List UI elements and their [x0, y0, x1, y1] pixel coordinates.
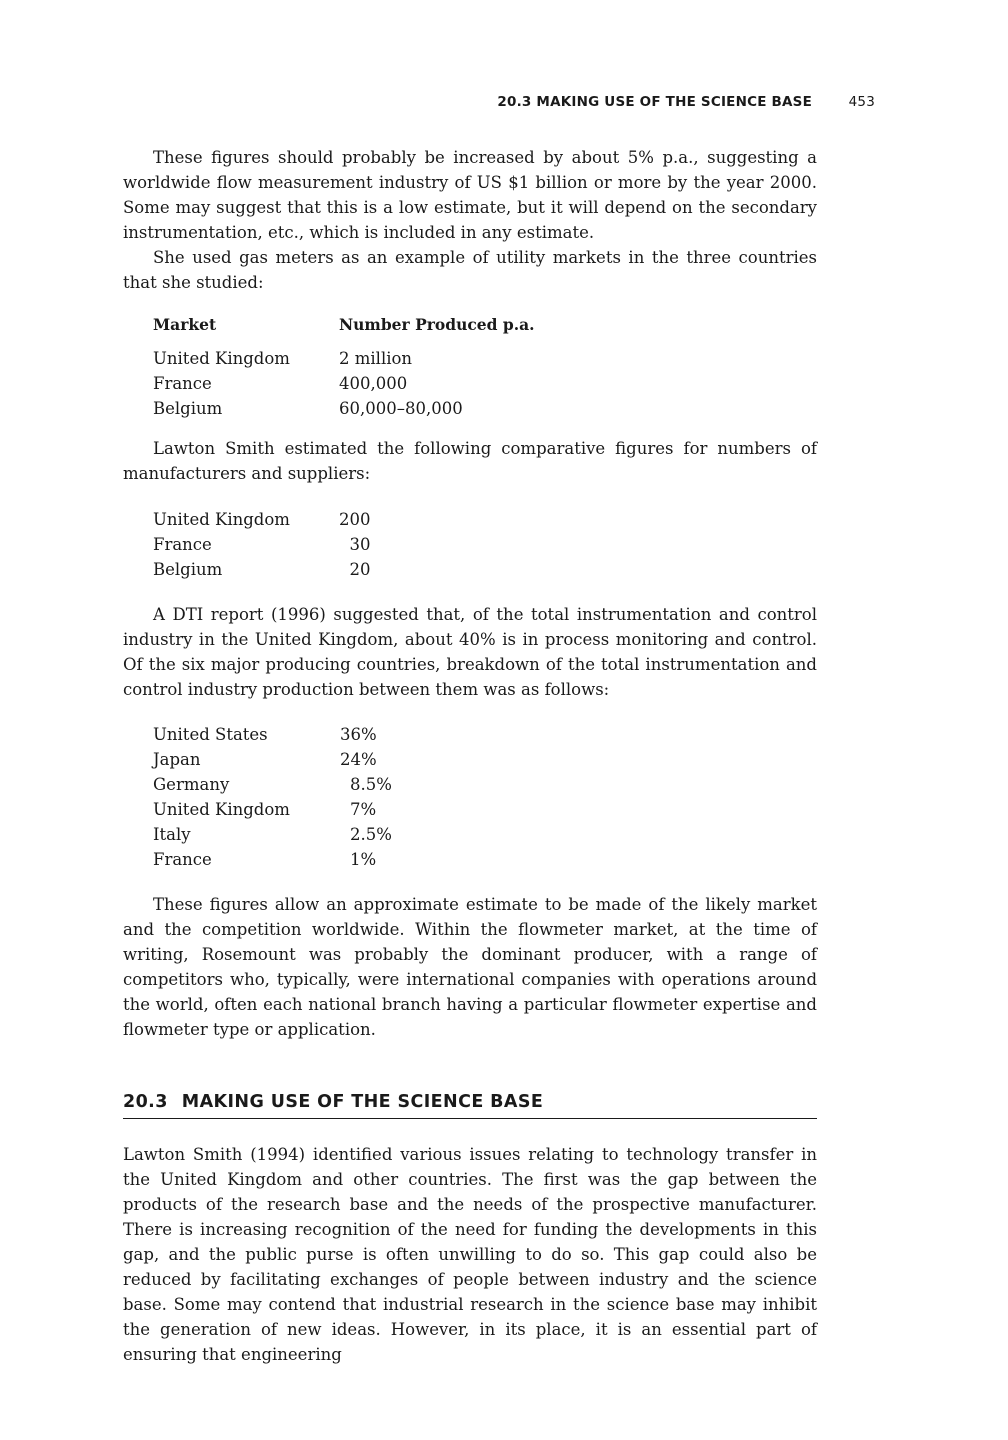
table-cell-value: 36%	[340, 725, 377, 744]
table-row	[153, 797, 392, 822]
table-row	[153, 507, 371, 532]
table-cell-value: 8.5%	[350, 775, 392, 794]
paragraph-5: These figures allow an approximate estimate to be made of the likely market and the competition worldwide. Within the flowmeter market, at the time of writing, Rosemount was probably the dominant producer, with a range of competitors who, typically, were international companies with operations around the world, often each national branch having a particular flowmeter expertise and flowmeter type or application.	[123, 895, 817, 1039]
table-cell-country: France	[153, 535, 212, 554]
paragraph-1: These figures should probably be increased by about 5% p.a., suggesting a worldwide flow measurement industry of US $1 billion or more by the year 2000. Some may suggest that this is a low estimate, but it will depend on the secondary instrumentation, etc., which is included in any estimate.	[123, 148, 817, 242]
table-row	[153, 396, 535, 421]
paragraph-4: A DTI report (1996) suggested that, of the total instrumentation and control industry in the United Kingdom, about 40% is in process monitoring and control. Of the six major producing countries, breakdown of the total instrumentation and control industry production between them was as follows:	[123, 605, 817, 699]
table-row	[153, 371, 535, 396]
table-row	[153, 346, 535, 371]
table-cell-country: United Kingdom	[153, 510, 290, 529]
table-cell-value: 1%	[350, 850, 377, 869]
table-row	[153, 822, 392, 847]
table-cell-country: United Kingdom	[153, 800, 290, 819]
table-cell-country: United States	[153, 725, 268, 744]
table-cell-market: United Kingdom	[153, 349, 290, 368]
table-row	[153, 557, 371, 582]
manufacturers-table	[153, 507, 371, 582]
section-title: MAKING USE OF THE SCIENCE BASE	[181, 1092, 544, 1112]
table-header-row	[153, 312, 535, 346]
table-cell-value: 2 million	[339, 349, 413, 368]
table-cell-value: 400,000	[339, 374, 408, 393]
table-cell-market: Belgium	[153, 399, 223, 418]
table-cell-country: Italy	[153, 825, 191, 844]
paragraph-3: Lawton Smith estimated the following comparative figures for numbers of manufacturers and suppliers:	[123, 439, 817, 483]
running-head	[123, 94, 875, 114]
page-number: 453	[848, 94, 875, 110]
paragraph-2: She used gas meters as an example of utility markets in the three countries that she studied:	[123, 248, 817, 292]
section-number: 20.3	[123, 1092, 168, 1112]
production-table	[153, 722, 392, 872]
table-cell-value: 2.5%	[350, 825, 392, 844]
table-row	[153, 772, 392, 797]
table-row	[153, 532, 371, 557]
table-cell-value: 7%	[350, 800, 377, 819]
table-cell-country: France	[153, 850, 212, 869]
table-cell-value: 30	[349, 535, 371, 554]
table-row	[153, 847, 392, 872]
table-cell-value: 20	[349, 560, 371, 579]
table-cell-market: France	[153, 374, 212, 393]
gas-meters-table	[153, 312, 535, 421]
table-row	[153, 722, 392, 747]
running-head-title: 20.3 MAKING USE OF THE SCIENCE BASE	[497, 94, 812, 110]
table-cell-value: 24%	[340, 750, 377, 769]
table-cell-country: Belgium	[153, 560, 223, 579]
section-heading	[123, 1092, 817, 1119]
table-cell-value: 200	[339, 510, 371, 529]
table-row	[153, 747, 392, 772]
table-header-number-produced: Number Produced p.a.	[339, 315, 535, 334]
table-cell-country: Japan	[153, 750, 201, 769]
table-header-market: Market	[153, 315, 217, 334]
paragraph-6: Lawton Smith (1994) identified various issues relating to technology transfer in the United Kingdom and other countries. The first was the gap between the products of the research base and the needs of the prospective manufacturer. There is increasing recognition of the need for funding the developments in this gap, and the public purse is often unwilling to do so. This gap could also be reduced by facilitating exchanges of people between industry and the science base. Some may contend that industrial research in the science base may inhibit the generation of new ideas. However, in its place, it is an essential part of ensuring that engineering	[123, 1145, 817, 1364]
table-cell-country: Germany	[153, 775, 230, 794]
table-cell-value: 60,000–80,000	[339, 399, 463, 418]
